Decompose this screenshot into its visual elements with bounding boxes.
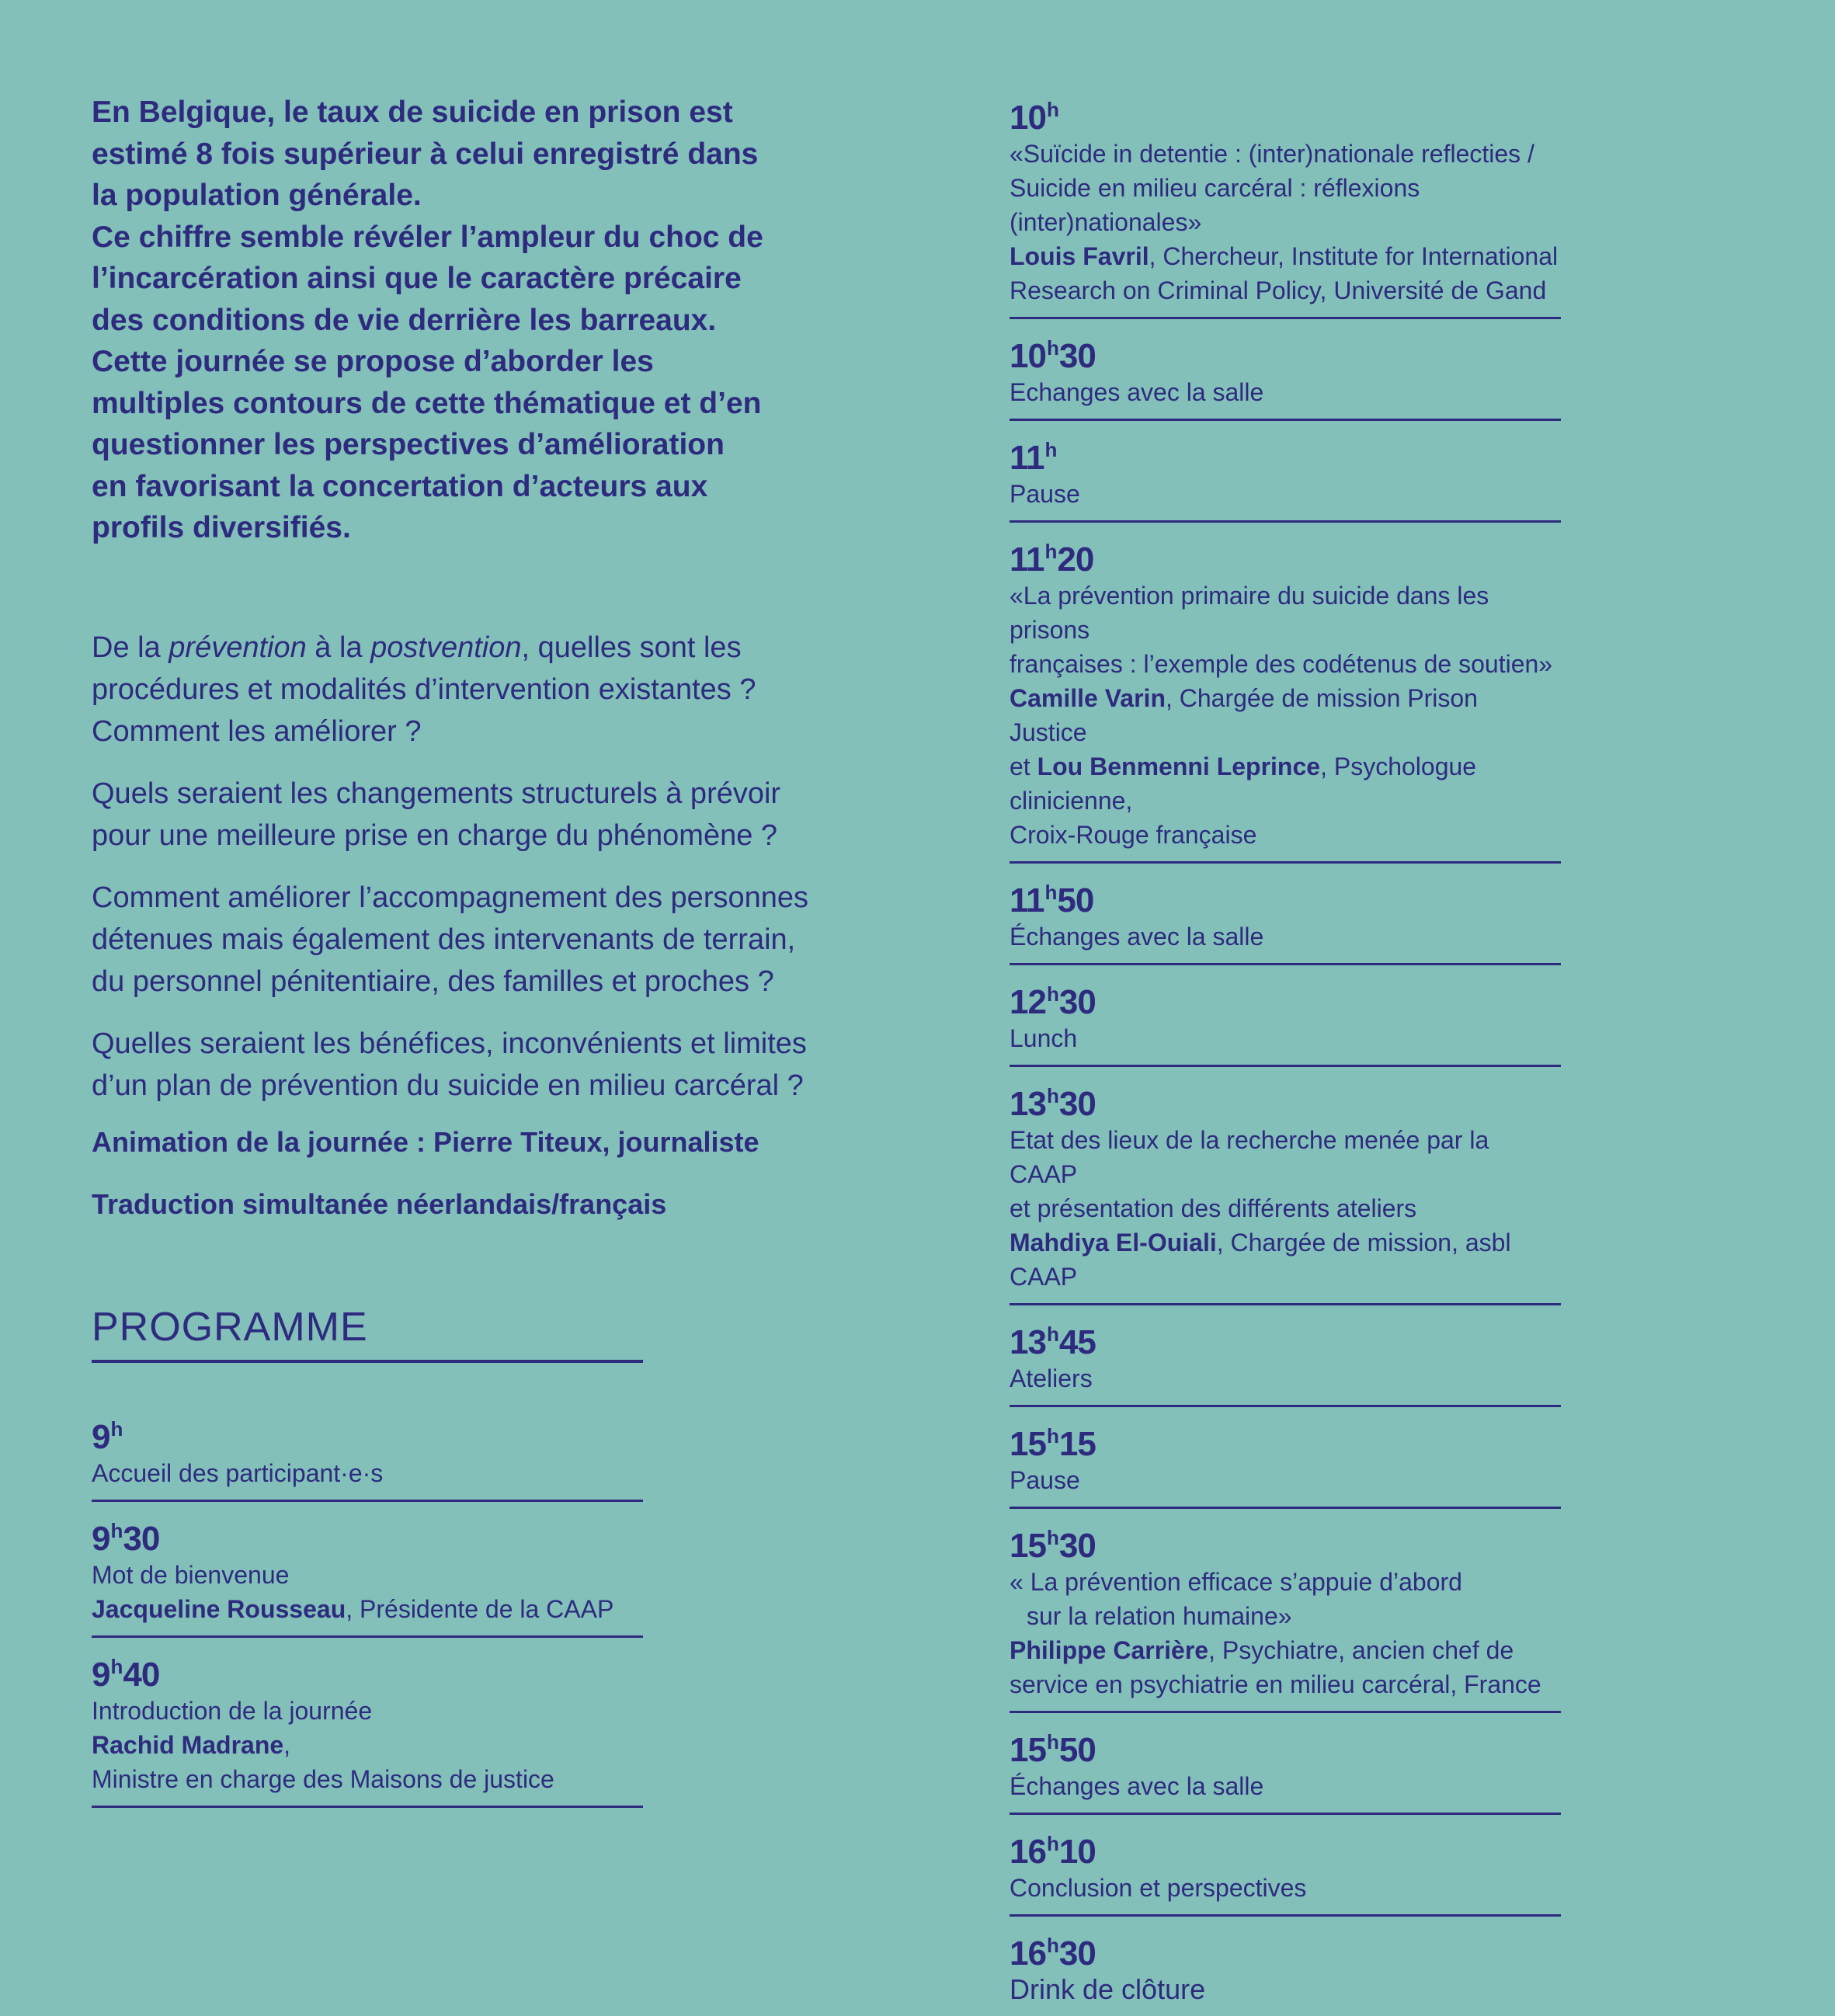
entry-time: 13$^h$45 bbox=[1010, 1323, 1096, 1361]
intro-line: Cette journée se propose d’aborder les bbox=[92, 345, 654, 378]
entry-title: Lunch bbox=[1010, 1024, 1078, 1052]
entry-time: 9$^h$ bbox=[92, 1416, 123, 1456]
entry-title: Accueil des participant·e·s bbox=[92, 1458, 384, 1487]
question-text: Comment améliorer l’accompagnement des personnes bbox=[92, 881, 809, 914]
schedule-entry bbox=[92, 1649, 643, 1808]
entry-title: Introduction de la journée bbox=[92, 1696, 373, 1725]
intro-line: la population générale. bbox=[92, 179, 422, 212]
schedule-entry bbox=[1010, 874, 1561, 965]
entry-speaker bbox=[1010, 681, 1561, 749]
programme-heading: PROGRAMME bbox=[92, 1304, 643, 1363]
schedule-entry bbox=[92, 1513, 643, 1638]
speaker-role: , Présidente de la CAAP bbox=[346, 1594, 614, 1623]
question-text: d’un plan de prévention du suicide en milieu carcéral ? bbox=[92, 1069, 804, 1102]
question-emphasis: prévention bbox=[169, 631, 307, 664]
intro-paragraph bbox=[92, 92, 845, 549]
question-text: Quelles seraient les bénéfices, inconvénients et limites bbox=[92, 1027, 807, 1060]
entry-time: 9$^h$40 bbox=[92, 1654, 160, 1694]
entry-time: 9$^h$30 bbox=[92, 1518, 160, 1558]
intro-line: En Belgique, le taux de suicide en prison est bbox=[92, 96, 733, 129]
entry-time: 16$^h$10 bbox=[1010, 1832, 1096, 1871]
entry-title: sur la relation humaine» bbox=[1027, 1602, 1292, 1630]
speaker-role: , Psychiatre, ancien chef de bbox=[1208, 1636, 1514, 1664]
intro-line: profils diversifiés. bbox=[92, 511, 351, 544]
speaker-role: , bbox=[283, 1730, 291, 1759]
entry-title: Pause bbox=[1010, 1466, 1080, 1494]
questions-block bbox=[92, 627, 845, 1107]
intro-line: des conditions de vie derrière les barreaux. bbox=[92, 303, 717, 337]
speaker-name: Camille Varin bbox=[1010, 684, 1166, 712]
schedule-entry bbox=[1010, 330, 1561, 421]
schedule-entry bbox=[1010, 92, 1561, 319]
schedule-right bbox=[1010, 92, 1561, 2016]
entry-title: et présentation des différents ateliers bbox=[1010, 1194, 1417, 1222]
speaker-name: Jacqueline Rousseau bbox=[92, 1594, 346, 1623]
speaker-role: , Chargée de mission Prison Justice bbox=[1010, 684, 1478, 746]
entry-time: 11$^h$20 bbox=[1010, 540, 1094, 579]
entry-time: 15$^h$50 bbox=[1010, 1730, 1096, 1769]
schedule-entry bbox=[1010, 432, 1561, 523]
entry-detail: Ministre en charge des Maisons de justice bbox=[92, 1764, 554, 1793]
speaker-role: , Chercheur, Institute for International bbox=[1149, 242, 1559, 270]
question-text: détenues mais également des intervenants de terrain, bbox=[92, 923, 796, 956]
schedule-entry bbox=[92, 1411, 643, 1502]
entry-title: françaises : l’exemple des codétenus de soutien» bbox=[1010, 650, 1553, 678]
speaker-role: , Chargée de mission, asbl CAAP bbox=[1010, 1229, 1511, 1291]
entry-title: Suicide en milieu carcéral : réflexions (inter)nationales» bbox=[1010, 174, 1420, 236]
left-column bbox=[92, 92, 845, 1808]
entry-time: 11$^h$50 bbox=[1010, 881, 1094, 919]
schedule-entry bbox=[1010, 976, 1561, 1067]
speaker-name: Louis Favril bbox=[1010, 242, 1149, 270]
translation-note: Traduction simultanée néerlandais/français bbox=[92, 1187, 667, 1220]
schedule-entry bbox=[1010, 1078, 1561, 1305]
entry-time: 10$^h$30 bbox=[1010, 336, 1096, 375]
entry-title: Echanges avec la salle bbox=[1010, 378, 1264, 406]
entry-title: «La prévention primaire du suicide dans les prisons bbox=[1010, 582, 1489, 644]
question-emphasis: postvention bbox=[370, 631, 522, 664]
question-text: , quelles sont les bbox=[521, 631, 742, 664]
entry-title: Drink de clôture bbox=[1010, 1973, 1206, 2005]
schedule-entry bbox=[1010, 1520, 1561, 1713]
question-prevention bbox=[92, 627, 845, 753]
schedule-entry bbox=[1010, 1826, 1561, 1917]
question-text: procédures et modalités d’intervention existantes ? bbox=[92, 673, 756, 706]
intro-line: en favorisant la concertation d’acteurs aux bbox=[92, 469, 708, 503]
schedule-entry bbox=[1010, 1724, 1561, 1815]
question-plan bbox=[92, 1023, 845, 1107]
entry-title: Ateliers bbox=[1010, 1364, 1093, 1392]
intro-line: questionner les perspectives d’amélioration bbox=[92, 428, 725, 461]
entry-speaker bbox=[92, 1592, 643, 1626]
entry-title: Échanges avec la salle bbox=[1010, 1772, 1264, 1800]
schedule-left bbox=[92, 1411, 643, 1808]
entry-title: Mot de bienvenue bbox=[92, 1560, 290, 1589]
animation-credit: Animation de la journée : Pierre Titeux, journaliste bbox=[92, 1125, 759, 1158]
entry-detail: service en psychiatrie en milieu carcéral, France bbox=[1010, 1670, 1541, 1698]
speaker-name: Rachid Madrane bbox=[92, 1730, 284, 1759]
speaker-role: , Psychologue clinicienne, bbox=[1010, 753, 1477, 815]
right-column bbox=[1010, 92, 1615, 2016]
entry-time: 15$^h$30 bbox=[1010, 1526, 1096, 1565]
speaker-name: Philippe Carrière bbox=[1010, 1636, 1209, 1664]
entry-speaker bbox=[1010, 1225, 1561, 1294]
entry-title: «Suïcide in detentie : (inter)nationale reflecties / bbox=[1010, 140, 1534, 168]
entry-time: 13$^h$30 bbox=[1010, 1084, 1096, 1123]
speaker-name: Lou Benmenni Leprince bbox=[1037, 753, 1321, 780]
credits-block bbox=[92, 1127, 845, 1220]
speaker-name: Mahdiya El-Ouiali bbox=[1010, 1229, 1217, 1257]
entry-time: 16$^h$30 bbox=[1010, 1934, 1096, 1973]
entry-title: Conclusion et perspectives bbox=[1010, 1874, 1307, 1902]
entry-title: Pause bbox=[1010, 480, 1080, 508]
entry-speaker bbox=[92, 1728, 643, 1762]
intro-line: l’incarcération ainsi que le caractère précaire bbox=[92, 262, 742, 295]
entry-speaker bbox=[1010, 1633, 1561, 1667]
entry-time: 10$^h$ bbox=[1010, 98, 1058, 137]
question-text: du personnel pénitentiaire, des familles et proches ? bbox=[92, 965, 774, 998]
entry-time: 11$^h$ bbox=[1010, 438, 1057, 477]
entry-title: Etat des lieux de la recherche menée par la CAAP bbox=[1010, 1126, 1489, 1188]
question-text: pour une meilleure prise en charge du phénomène ? bbox=[92, 819, 778, 852]
question-text: Quels seraient les changements structurels à prévoir bbox=[92, 777, 781, 810]
question-support bbox=[92, 877, 845, 1003]
entry-detail: Croix-Rouge française bbox=[1010, 821, 1257, 849]
intro-line: estimé 8 fois supérieur à celui enregistré dans bbox=[92, 137, 759, 171]
intro-line: multiples contours de cette thématique et d’en bbox=[92, 386, 762, 420]
entry-speaker bbox=[1010, 749, 1561, 818]
question-structural bbox=[92, 773, 845, 857]
schedule-entry bbox=[1010, 534, 1561, 864]
question-text: Comment les améliorer ? bbox=[92, 714, 422, 748]
schedule-entry bbox=[1010, 1316, 1561, 1407]
intro-line: Ce chiffre semble révéler l’ampleur du choc de bbox=[92, 220, 763, 254]
schedule-entry bbox=[1010, 1418, 1561, 1509]
entry-time: 15$^h$15 bbox=[1010, 1424, 1096, 1463]
entry-time: 12$^h$30 bbox=[1010, 982, 1096, 1021]
entry-detail: Research on Criminal Policy, Université de Gand bbox=[1010, 276, 1547, 304]
entry-speaker bbox=[1010, 239, 1561, 273]
entry-title: Échanges avec la salle bbox=[1010, 923, 1264, 951]
schedule-entry bbox=[1010, 1927, 1561, 2016]
speaker-conjunction: et bbox=[1010, 753, 1037, 780]
entry-title: « La prévention efficace s’appuie d’abord bbox=[1010, 1568, 1462, 1596]
question-text: De la bbox=[92, 631, 169, 664]
question-text: à la bbox=[306, 631, 371, 664]
